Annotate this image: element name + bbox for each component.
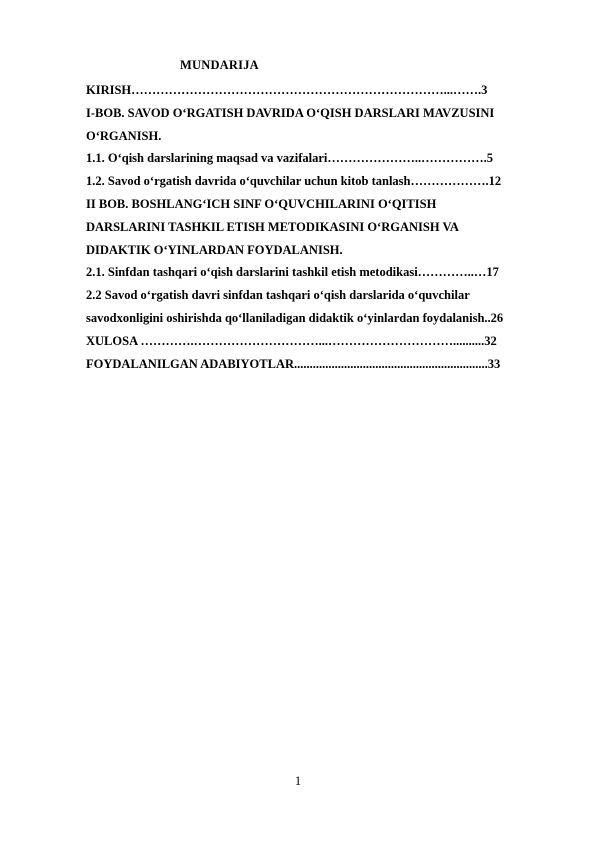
toc-entry-section-2-1: 2.1. Sinfdan tashqari o‘qish darslarini tashkil etish metodikasi…………..…17 (86, 265, 499, 280)
page-number: 1 (294, 774, 302, 788)
toc-heading: MUNDARIJA (180, 58, 259, 72)
table-of-contents (86, 79, 552, 375)
toc-entry-chapter-2-title-cont: DARSLARINI TASHKIL ETISH METODIKASINI O‘RGANISH VA (86, 219, 459, 234)
toc-entry-chapter-2-title-end: DIDAKTIK O‘YINLARDAN FOYDALANISH. (86, 242, 343, 257)
toc-entry-section-1-2: 1.2. Savod o‘rgatish davrida o‘quvchilar uchun kitob tanlash……………….12 (86, 174, 502, 189)
toc-entry-section-1-1: 1.1. O‘qish darslarining maqsad va vazifalari…………………..…………….5 (86, 151, 493, 166)
toc-entry-section-2-2-cont: savodxonligini oshirishda qo‘llaniladigan didaktik o‘yinlardan foydalanish..26 (86, 310, 504, 325)
toc-entry-chapter-1-title: I-BOB. SAVOD O‘RGATISH DAVRIDA O‘QISH DARSLARI MAVZUSINI (86, 105, 495, 120)
toc-entry-xulosa: XULOSA ………….…………………………...…………………………..........32 (86, 333, 497, 348)
toc-entry-chapter-1-title-cont: O‘RGANISH. (86, 128, 162, 143)
toc-entry-kirish: KIRISH…………………………………………………………………...…….3 (86, 83, 488, 97)
toc-entry-section-2-2: 2.2 Savod o‘rgatish davri sinfdan tashqari o‘qish darslarida o‘quvchilar (86, 288, 470, 303)
toc-entry-chapter-2-title: II BOB. BOSHLANG‘ICH SINF O‘QUVCHILARINI O‘QITISH (86, 196, 437, 211)
toc-entry-bibliography: FOYDALANILGAN ADABIYOTLAR..............................................................33 (86, 356, 501, 371)
